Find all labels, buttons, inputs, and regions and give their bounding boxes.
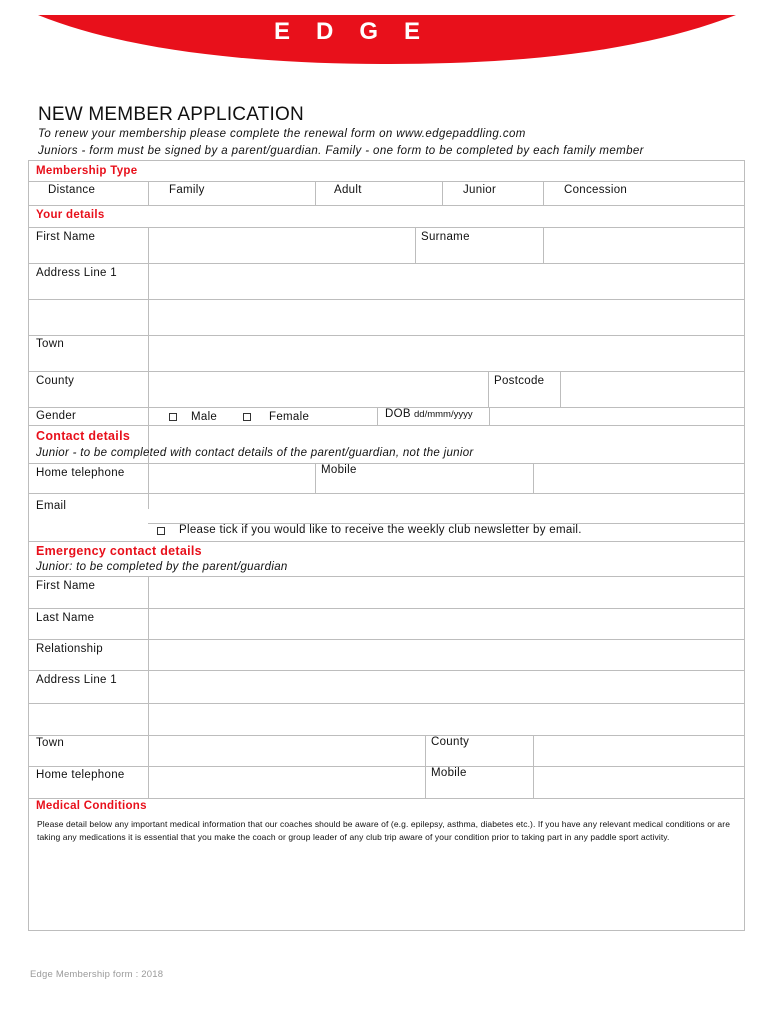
male-label: Male [191, 411, 218, 423]
membership-option-adult[interactable]: Adult [334, 184, 362, 196]
banner-shape [0, 0, 770, 70]
medical-conditions-instructions: Please detail below any important medical information that our coaches should be aware of (e.g. epilepsy, asthma, diabetes etc.). If you have any relevant medical conditions or are taking any medications it is essential that you make the coach or group leader of any club trip aware of your condition prior to taking part in any paddle sport activity. [37, 819, 731, 842]
contact-details-heading: Contact details [36, 429, 131, 443]
emergency-last-name-label: Last Name [36, 612, 95, 624]
emergency-relationship-label: Relationship [36, 643, 103, 655]
footer-text: Edge Membership form : 2018 [30, 969, 164, 980]
dob-format-hint: dd/mmm/yyyy [414, 409, 473, 420]
application-form [28, 160, 745, 931]
your-details-heading: Your details [36, 209, 105, 221]
emergency-junior-note: Junior: to be completed by the parent/guardian [36, 561, 288, 573]
first-name-label: First Name [36, 231, 96, 243]
membership-option-concession[interactable]: Concession [564, 184, 628, 196]
medical-conditions-heading: Medical Conditions [36, 800, 147, 812]
membership-type-heading: Membership Type [36, 165, 138, 177]
membership-option-junior[interactable]: Junior [463, 184, 497, 196]
emergency-town-label: Town [36, 737, 65, 749]
gender-label: Gender [36, 410, 77, 422]
female-checkbox[interactable] [243, 413, 251, 421]
contact-junior-note: Junior - to be completed with contact details of the parent/guardian, not the junior [36, 447, 474, 459]
surname-label: Surname [421, 231, 470, 243]
county-label: County [36, 375, 75, 387]
mobile-label: Mobile [321, 464, 357, 476]
intro-renewal: To renew your membership please complete the renewal form on www.edgepaddling.com [38, 128, 526, 140]
header-banner [0, 0, 770, 70]
membership-option-distance[interactable]: Distance [48, 184, 96, 196]
membership-option-family[interactable]: Family [169, 184, 205, 196]
emergency-home-telephone-label: Home telephone [36, 769, 125, 781]
emergency-county-label: County [431, 736, 470, 748]
newsletter-label: Please tick if you would like to receive the weekly club newsletter by email. [179, 524, 582, 536]
emergency-address-line-1-label: Address Line 1 [36, 674, 117, 686]
logo-text: EDGE [273, 18, 447, 45]
newsletter-checkbox[interactable] [157, 527, 165, 535]
medical-conditions-area[interactable] [29, 861, 744, 930]
email-label: Email [36, 500, 67, 512]
emergency-first-name-label: First Name [36, 580, 96, 592]
town-label: Town [36, 338, 65, 350]
emergency-contact-heading: Emergency contact details [36, 544, 202, 558]
page-title: NEW MEMBER APPLICATION [38, 104, 304, 125]
home-telephone-label: Home telephone [36, 467, 125, 479]
intro-juniors-family: Juniors - form must be signed by a parent/guardian. Family - one form to be completed by each family member [38, 145, 644, 157]
address-line-1-label: Address Line 1 [36, 267, 117, 279]
dob-label: DOB [385, 408, 411, 420]
postcode-label: Postcode [494, 375, 545, 387]
male-checkbox[interactable] [169, 413, 177, 421]
female-label: Female [269, 411, 310, 423]
emergency-mobile-label: Mobile [431, 767, 467, 779]
